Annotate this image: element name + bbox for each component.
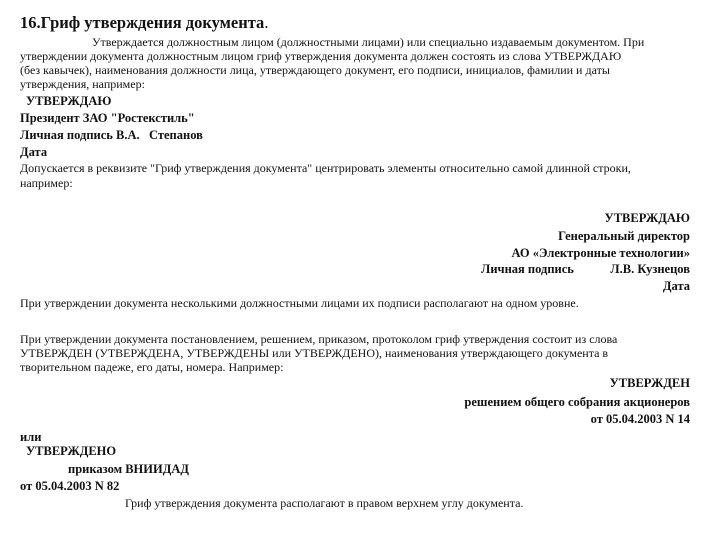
order-note-line-3: творительном падеже, его даты, номера. Например:: [20, 360, 284, 374]
order-note-line-2: УТВЕРЖДЕН (УТВЕРЖДЕНА, УТВЕРЖДЕНЫ или УТВЕРЖДЕНО), наименования утверждающего документа в: [20, 346, 609, 360]
intro-line-2: утверждении документа должностным лицом гриф утверждения документа должен состоять из слова УТВЕРЖДАЮ: [20, 49, 622, 63]
intro-line-3: (без кавычек), наименования должности лица, утверждающего документ, его подписи, инициалов, фамилии и даты: [20, 63, 610, 77]
example2-date: Дата: [662, 279, 690, 293]
example4-by: приказом ВНИИДАД: [68, 462, 189, 476]
example2-approve: УТВЕРЖДАЮ: [604, 211, 690, 225]
order-note-line-1: При утверждении документа постановлением, решением, приказом, протоколом гриф утверждения состоит из слова: [20, 332, 618, 346]
or-label: или: [20, 430, 42, 444]
section-title: [20, 14, 268, 33]
example4-date-number: от 05.04.2003 N 82: [20, 479, 120, 493]
example1-approve: УТВЕРЖДАЮ: [26, 94, 112, 108]
centering-note-line-2: например:: [20, 176, 73, 190]
intro-line-4: утверждения, например:: [20, 77, 145, 91]
section-title-dot: .: [264, 13, 269, 32]
example3-date-number: от 05.04.2003 N 14: [590, 412, 690, 426]
example2-name: Л.В. Кузнецов: [610, 262, 690, 276]
example3-by: решением общего собрания акционеров: [464, 395, 690, 409]
example2-signature-label: Личная подпись: [481, 262, 574, 276]
placement-note: Гриф утверждения документа располагают в правом верхнем углу документа.: [125, 496, 524, 510]
centering-note-line-1: Допускается в реквизите "Гриф утверждения документа" центрировать элементы относительно самой длинной строки,: [20, 161, 631, 175]
example1-signature: Личная подпись В.А. Степанов: [20, 128, 203, 142]
example2-position: Генеральный директор: [558, 229, 690, 243]
section-title-text: 16.Гриф утверждения документа: [20, 13, 265, 32]
example3-approved: УТВЕРЖДЕН: [609, 376, 690, 390]
example1-date: Дата: [20, 145, 48, 159]
example1-position: Президент ЗАО "Ростекстиль": [20, 111, 195, 125]
several-officials-note: При утверждении документа несколькими должностными лицами их подписи располагают на одном уровне.: [20, 296, 579, 310]
intro-line-1: Утверждается должностным лицом (должностными лицами) или специально издаваемым документом. При: [92, 35, 645, 49]
example4-approved: УТВЕРЖДЕНО: [26, 444, 117, 458]
example2-org: АО «Электронные технологии»: [511, 246, 690, 260]
